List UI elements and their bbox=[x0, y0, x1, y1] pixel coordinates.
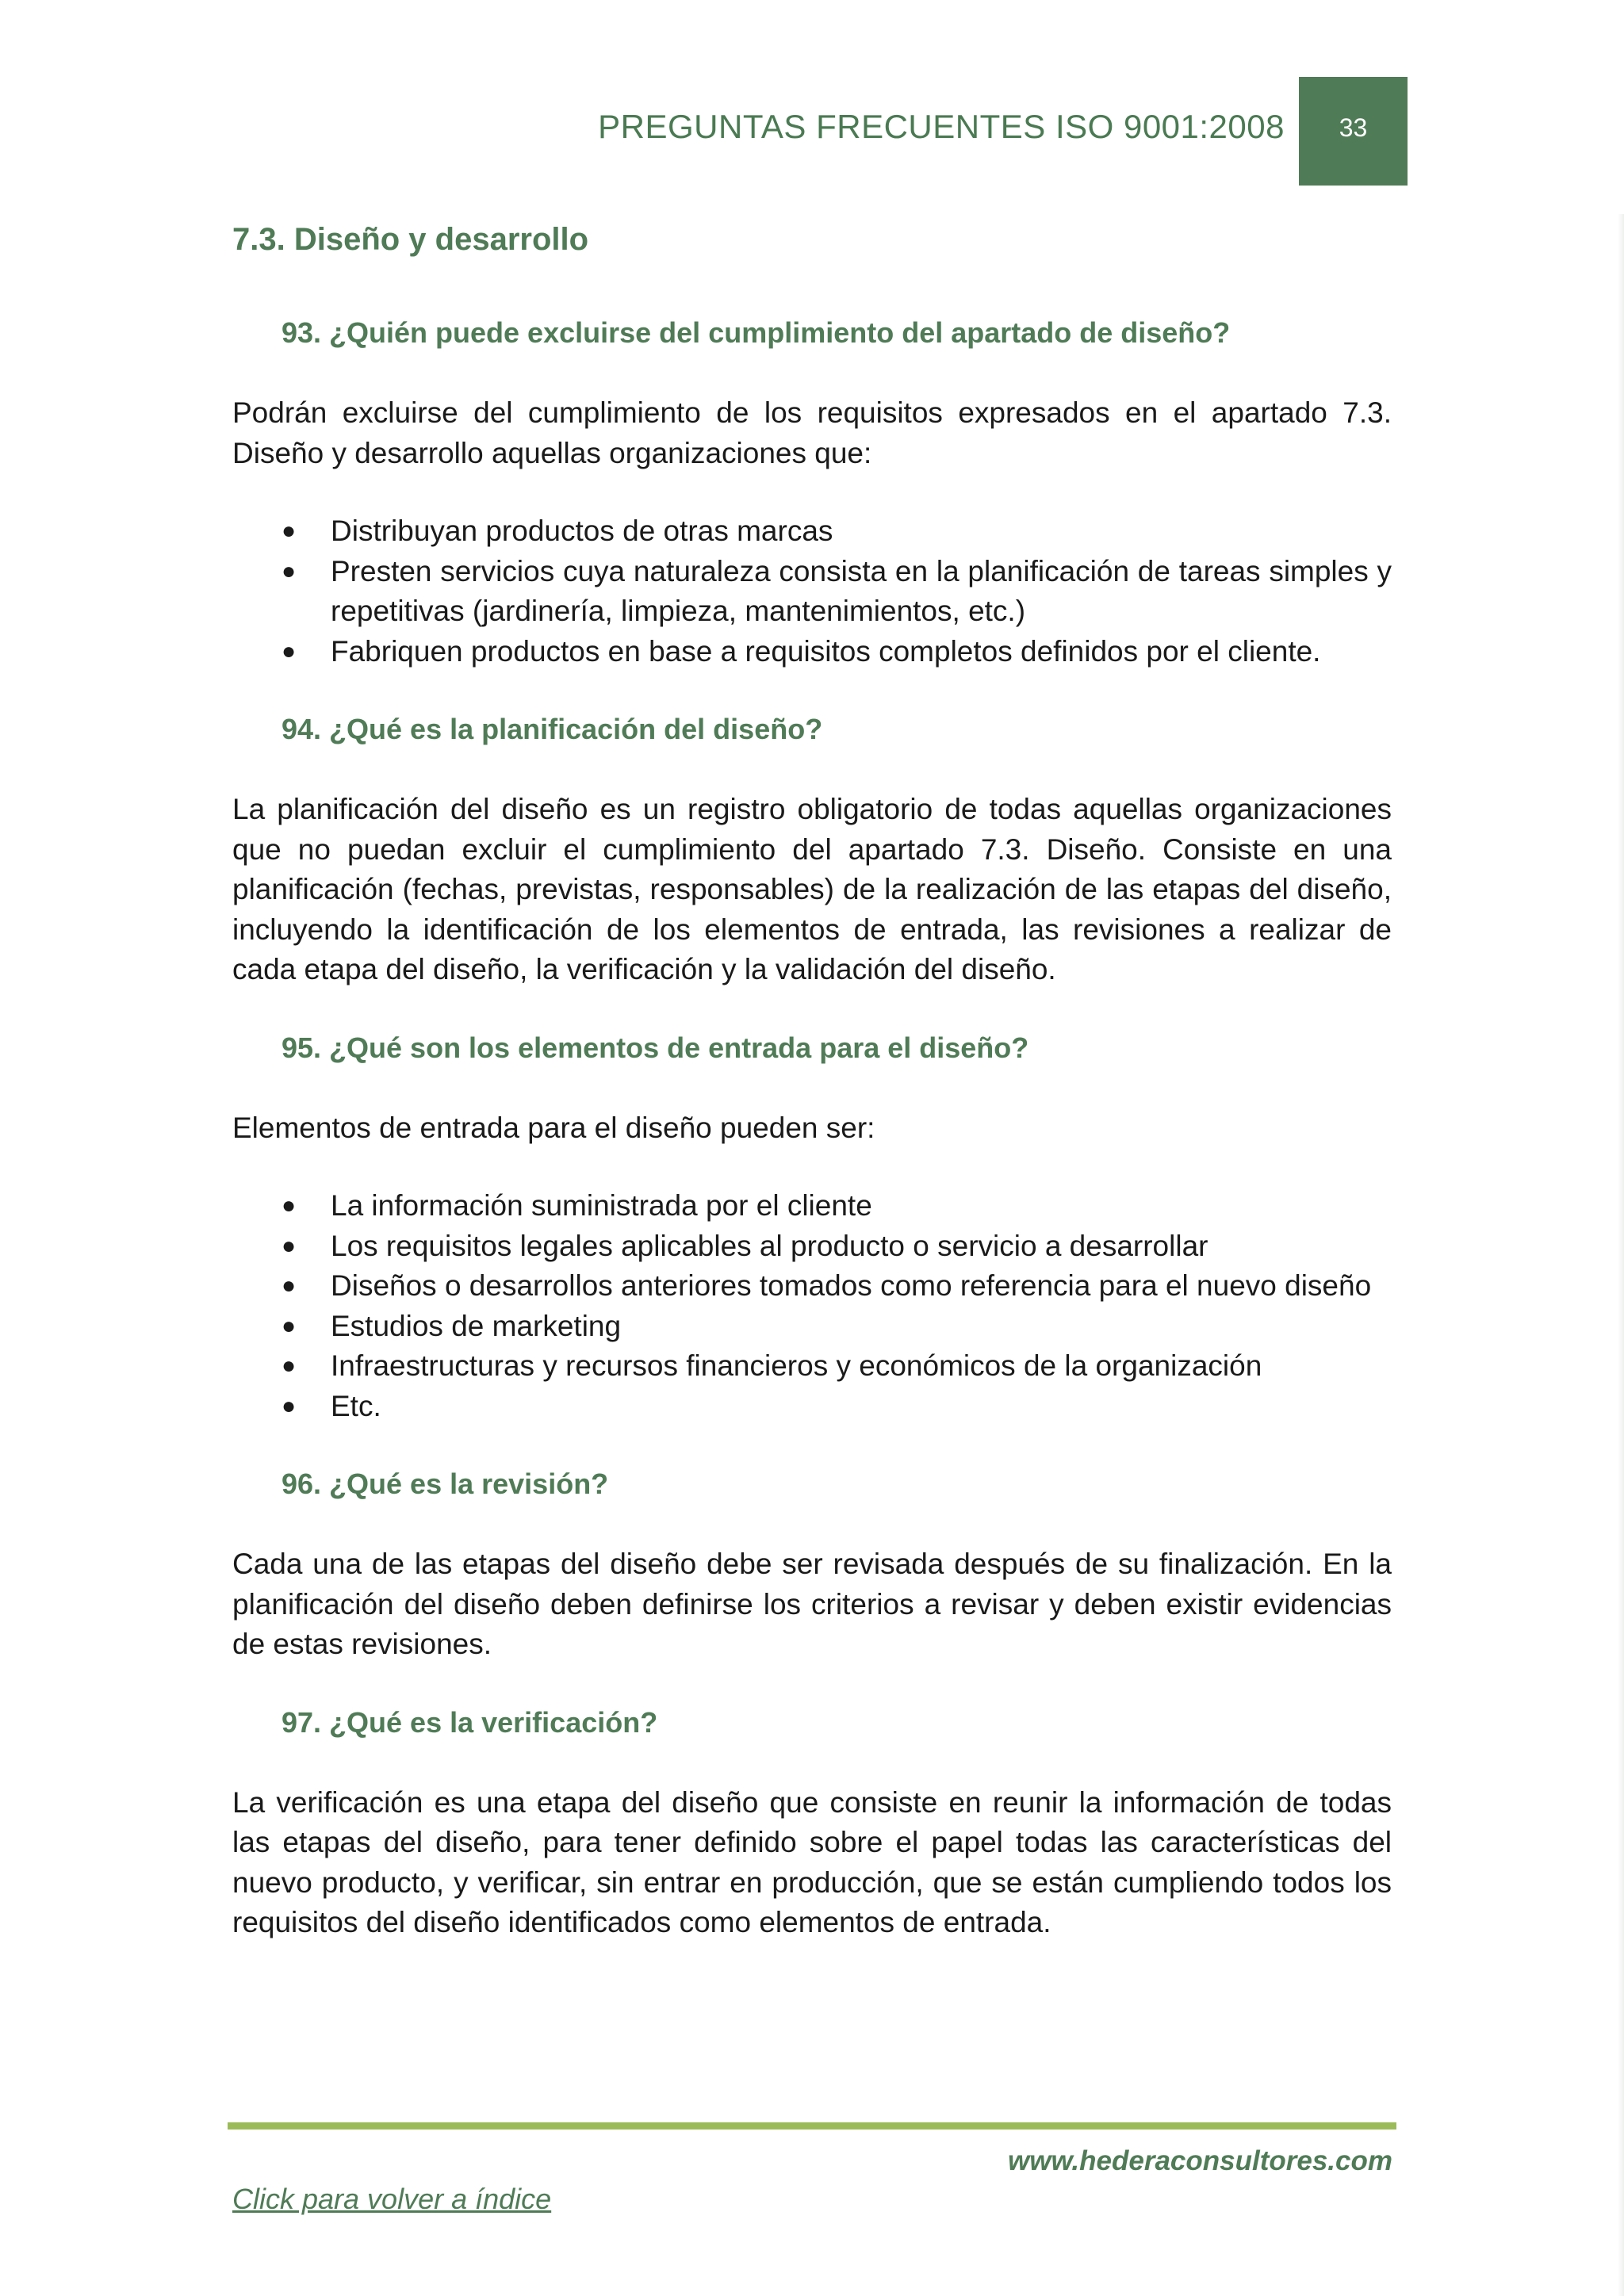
bullet-list-93 bbox=[232, 511, 1392, 672]
faq-question-94: 94. ¿Qué es la planificación del diseño? bbox=[282, 713, 823, 745]
list-item: ● Distribuyan productos de otras marcas bbox=[232, 511, 1392, 552]
bullet-list-95 bbox=[232, 1186, 1392, 1426]
bullet-icon: ● bbox=[282, 1232, 297, 1259]
list-item: ● Presten servicios cuya naturaleza consista en la planificación de tareas simples y repetitivas (jardinería, limpieza, mantenimientos, etc.) bbox=[232, 552, 1392, 632]
bullet-icon: ● bbox=[282, 1312, 297, 1339]
faq-answer-97: La verificación es una etapa del diseño que consiste en reunir la información de todas las etapas del diseño, para tener definido sobre el papel todas las características del nuevo producto, y verificar, sin entrar en producción, que se están cumpliendo todos los requisitos del diseño identificados como elementos de entrada. bbox=[232, 1785, 1392, 1938]
bullet-icon: ● bbox=[282, 637, 297, 664]
bullet-icon: ● bbox=[282, 1192, 297, 1219]
list-item: ● Diseños o desarrollos anteriores tomados como referencia para el nuevo diseño bbox=[232, 1266, 1392, 1307]
footer-website: www.hederaconsultores.com bbox=[1008, 2145, 1392, 2176]
faq-question-95: 95. ¿Qué son los elementos de entrada para el diseño? bbox=[282, 1031, 1029, 1064]
faq-answer-93: Podrán excluirse del cumplimiento de los requisitos expresados en el apartado 7.3. Diseño y desarrollo aquellas organizaciones que: bbox=[232, 396, 1392, 469]
faq-answer-94: La planificación del diseño es un registro obligatorio de todas aquellas organizaciones que no puedan excluir el cumplimiento del apartado 7.3. Diseño. Consiste en una planificación (fechas, previstas, responsables) de la realización de las etapas del diseño, incluyendo la identificación de los elementos de entrada, las revisiones a realizar de cada etapa del diseño, la verificación y la validación del diseño. bbox=[232, 793, 1392, 985]
list-item: ● Fabriquen productos en base a requisitos completos definidos por el cliente. bbox=[232, 632, 1392, 672]
faq-question-93: 93. ¿Quién puede excluirse del cumplimiento del apartado de diseño? bbox=[282, 316, 1231, 349]
bullet-icon: ● bbox=[282, 1272, 297, 1299]
page-edge-shade bbox=[1618, 214, 1624, 2296]
bullet-icon: ● bbox=[282, 518, 297, 544]
bullet-icon: ● bbox=[282, 557, 297, 584]
page-header-title: PREGUNTAS FRECUENTES ISO 9001:2008 bbox=[598, 108, 1285, 145]
back-to-index-link[interactable]: Click para volver a índice bbox=[232, 2183, 552, 2215]
list-item: ● Los requisitos legales aplicables al producto o servicio a desarrollar bbox=[232, 1226, 1392, 1267]
list-item: ● Etc. bbox=[232, 1387, 1392, 1427]
faq-question-96: 96. ¿Qué es la revisión? bbox=[282, 1468, 609, 1500]
list-item: ● La información suministrada por el cliente bbox=[232, 1186, 1392, 1226]
faq-question-97: 97. ¿Qué es la verificación? bbox=[282, 1705, 658, 1739]
list-item: ● Estudios de marketing bbox=[232, 1307, 1392, 1347]
page-number-badge: 33 bbox=[1299, 77, 1408, 186]
list-item: ● Infraestructuras y recursos financieros y económicos de la organización bbox=[232, 1346, 1392, 1387]
bullet-icon: ● bbox=[282, 1392, 297, 1419]
faq-answer-95: Elementos de entrada para el diseño pueden ser: bbox=[232, 1111, 875, 1144]
faq-content bbox=[232, 313, 1392, 1943]
footer-divider bbox=[228, 2122, 1396, 2130]
section-heading: 7.3. Diseño y desarrollo bbox=[232, 222, 589, 257]
faq-answer-96: Cada una de las etapas del diseño debe ser revisada después de su finalización. En la planificación del diseño deben definirse los criterios a revisar y deben existir evidencias de estas revisiones. bbox=[232, 1548, 1392, 1660]
bullet-icon: ● bbox=[282, 1353, 297, 1379]
